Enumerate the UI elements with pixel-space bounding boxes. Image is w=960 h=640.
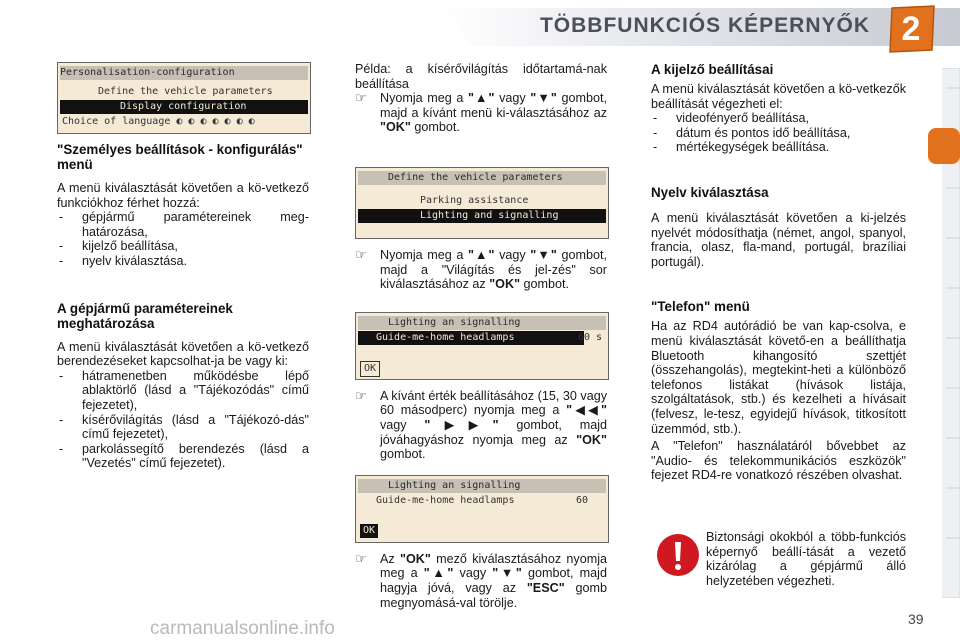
paragraph: A menü kiválasztását követően a kö-vetkezők beállítását végezheti el: — [651, 82, 906, 111]
paragraph: A menü kiválasztását követően a kö-vetkező funkciókhoz férhet hozzá: — [57, 181, 309, 210]
list-item: - kísérővilágítás (lásd a "Tájékozó-dás" című fejezetet), — [59, 412, 309, 442]
warning-exclamation-icon — [655, 532, 701, 578]
step-list — [355, 248, 607, 292]
step-item: ☞ Nyomja meg a "▲" vagy "▼" gombot, majd a kívánt menü ki-választásához az "OK" gombot. — [355, 90, 607, 135]
heading-telephone: "Telefon" menü — [651, 299, 750, 315]
step-list — [355, 552, 607, 610]
column-right — [651, 62, 906, 483]
screen-lighting-1 — [355, 312, 609, 380]
heading-display-settings: A kijelző beállításai — [651, 62, 774, 77]
screen-line: Personalisation-configuration — [60, 66, 308, 80]
heading-vehicle-parameters: A gépjármű paramétereinek meghatározása — [57, 300, 233, 331]
screen-vehicle-parameters — [355, 167, 609, 239]
screen-ok-box-selected: OK — [360, 524, 378, 538]
step-item: ☞ Nyomja meg a "▲" vagy "▼" gombot, majd a "Világítás és jel-zés" sor kiválasztásához az "OK" gombot. — [355, 246, 607, 292]
screen-value: 60 s — [578, 331, 603, 343]
paragraph: A menü kiválasztását követően a kö-vetkező berendezéseket kapcsolhat-ja be vagy ki: — [57, 339, 309, 369]
pointing-hand-icon: ☞ — [355, 90, 367, 106]
screen-line: Lighting an signalling — [358, 479, 606, 493]
screen-ok-box: OK — [360, 361, 380, 377]
step-list — [355, 91, 607, 135]
screen-line: Parking assistance — [420, 194, 529, 206]
paragraph: Ha az RD4 autórádió be van kap-csolva, e menü kiválasztását követő-en a beállíthatja Bluetooth kihangosító szettjét (összehangolás), megtekint-heti a különböző telefonos listákat (hívások listája, szolgáltatások, stb.) és kezelheti a hívásait (felvesz, le-tesz, egyidejű hívások, titkosított üzemmód, stb.). — [651, 319, 906, 436]
pointing-hand-icon: ☞ — [355, 246, 367, 262]
paragraph: A "Telefon" használatáról bővebbet az "Audio- és telekommunikációs eszközök" fejezet RD4-re vonatkozó részében olvashat. — [651, 439, 906, 483]
safety-warning-text: Biztonsági okokból a több-funkciós képernyő beállí-tását a vezető kizárólag a gépjármű álló helyzetében végezheti. — [706, 530, 906, 588]
bullet-list — [57, 369, 309, 471]
chapter-number: 2 — [901, 10, 921, 48]
list-item: - dátum és pontos idő beállítása, — [653, 125, 851, 140]
list-item: - parkolássegítő berendezés (lásd a "Vezetés" című fejezetet). — [59, 441, 309, 471]
screen-line: Choice of language ◐ ◐ ◐ ◐ ◐ ◐ ◐ — [62, 116, 255, 127]
screen-line-selected: Guide-me-home headlamps — [358, 331, 584, 345]
watermark: carmanualsonline.info — [150, 618, 335, 639]
column-left — [57, 62, 309, 471]
pointing-hand-icon: ☞ — [355, 387, 367, 403]
list-item: - mértékegységek beállítása. — [653, 140, 830, 155]
screen-lighting-2 — [355, 475, 609, 543]
bullet-list — [651, 111, 906, 155]
bullet-list — [57, 210, 309, 268]
page-number: 39 — [908, 611, 924, 627]
list-item: - nyelv kiválasztása. — [59, 253, 187, 268]
screen-value: 60 — [576, 494, 589, 506]
screen-line: Guide-me-home headlamps — [376, 494, 515, 506]
example-intro: Példa: a kísérővilágítás időtartamá-nak beállítása — [355, 62, 607, 91]
list-item: - hátramenetben működésbe lépő ablaktörlő (lásd a "Tájékozódás" című fejezetet), — [59, 368, 309, 412]
step-item: ☞ Az "OK" mező kiválasztásához nyomja meg a "▲" vagy "▼" gombot, majd hagyja jóvá, vagy az "ESC" gomb megnyomásá-val törölje. — [355, 550, 608, 610]
screen-line: Define the vehicle parameters — [98, 86, 273, 97]
list-item: - kijelző beállítása, — [59, 239, 178, 254]
step-item: ☞ A kívánt érték beállításához (15, 30 vagy 60 másodperc) nyomja meg a "◀◀" vagy "▶▶" gombot, majd jóváhagyáshoz nyomja meg az "OK" gombot. — [355, 387, 607, 462]
screen-line: Lighting an signalling — [358, 316, 606, 330]
screen-line-selected: Lighting and signalling — [358, 209, 606, 223]
column-middle — [355, 62, 607, 610]
page-header — [0, 0, 960, 54]
screen-line-selected: Display configuration — [60, 100, 308, 114]
heading-language: Nyelv kiválasztása — [651, 184, 769, 200]
heading-personal-settings: "Személyes beállítások - konfigurálás" menü — [57, 142, 303, 172]
chapter-side-tabs — [928, 68, 960, 598]
step-list — [355, 389, 607, 462]
list-item: - videofényerő beállítása, — [653, 111, 810, 126]
page-title: TÖBBFUNKCIÓS KÉPERNYŐK — [539, 14, 870, 37]
list-item: - gépjármű paramétereinek meg-határozása, — [59, 210, 309, 239]
paragraph: A menü kiválasztását követően a ki-jelzés nyelvét módosíthatja (német, angol, spanyol, francia, olasz, fla-mand, portugál, brazíliai portugál). — [651, 210, 906, 269]
screen-personalisation — [57, 62, 311, 134]
screen-line: Define the vehicle parameters — [358, 171, 606, 185]
pointing-hand-icon: ☞ — [355, 550, 367, 566]
